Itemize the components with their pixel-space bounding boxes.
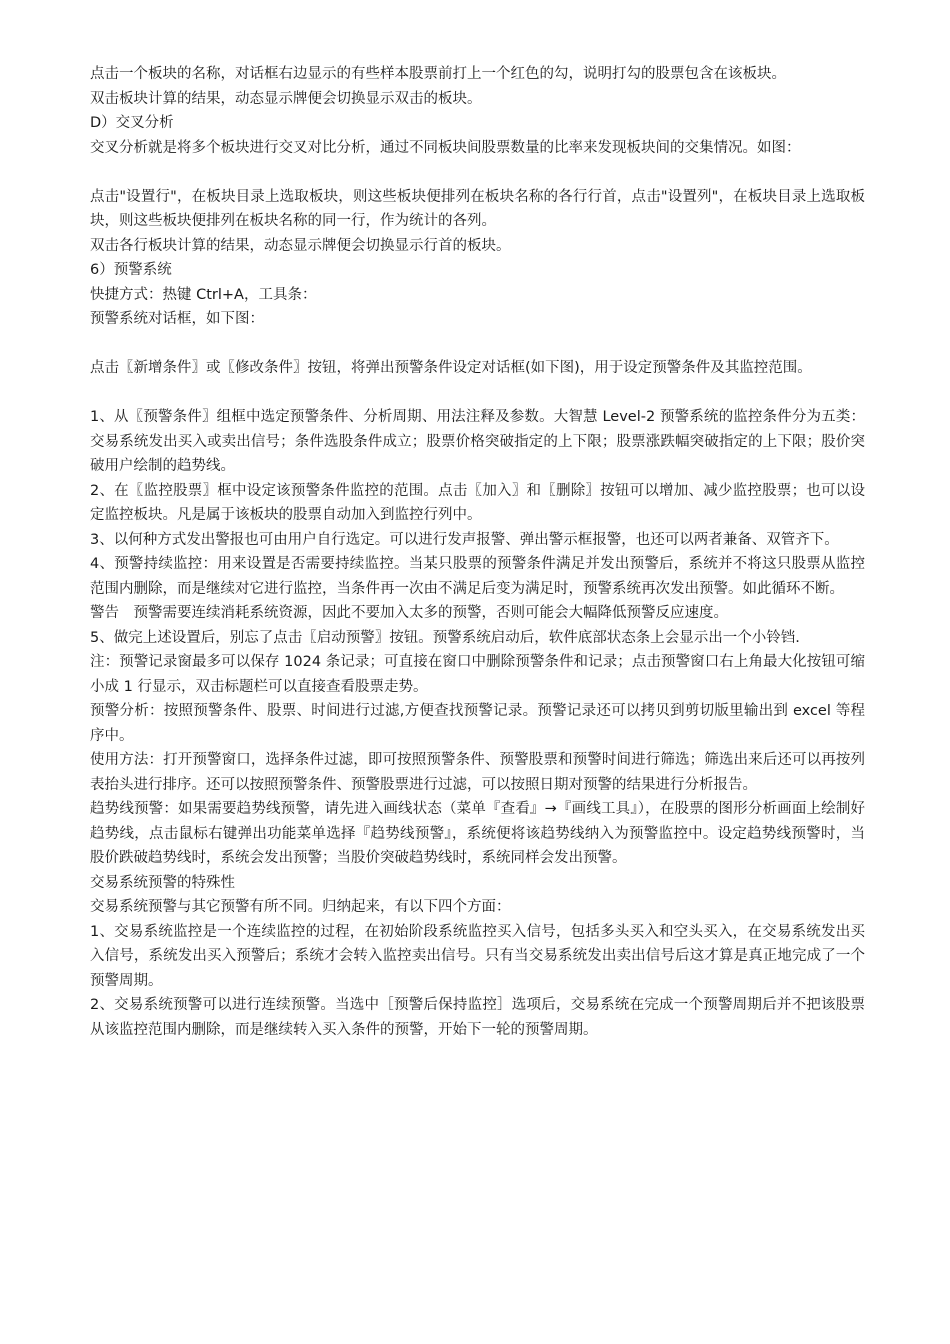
blank-line: [90, 332, 865, 357]
paragraph: 3、以何种方式发出警报也可由用户自行选定。可以进行发声报警、弹出警示框报警，也还可以两者兼备、双管齐下。: [90, 531, 839, 548]
paragraph: 快捷方式：热键 Ctrl+A，工具条：: [90, 286, 317, 303]
paragraph: 使用方法：打开预警窗口，选择条件过滤，即可按照预警条件、预警股票和预警时间进行筛选；筛选出来后还可以再按列表抬头进行排序。还可以按照预警条件、预警股票进行过滤，可以按照日期对预警的结果进行分析报告。: [90, 752, 865, 793]
paragraph: 4、预警持续监控：用来设置是否需要持续监控。当某只股票的预警条件满足并发出预警后，系统并不将这只股票从监控范围内删除，而是继续对它进行监控，当条件再一次由不满足后变为满足时，预警系统再次发出预警。如此循环不断。: [90, 556, 865, 597]
document-body: [90, 62, 865, 1042]
paragraph: 双击各行板块计算的结果，动态显示牌便会切换显示行首的板块。: [90, 237, 511, 254]
paragraph: 2、在〖监控股票〗框中设定该预警条件监控的范围。点击〖加入〗和〖删除〗按钮可以增加、减少监控股票；也可以设定监控板块。凡是属于该板块的股票自动加入到监控行列中。: [90, 482, 865, 523]
paragraph: 点击一个板块的名称，对话框右边显示的有些样本股票前打上一个红色的勾，说明打勾的股票包含在该板块。: [90, 66, 786, 82]
paragraph: 1、从〖预警条件〗组框中选定预警条件、分析周期、用法注释及参数。大智慧 Level-2 预警系统的监控条件分为五类：交易系统发出买入或卖出信号；条件选股条件成立；股票价格突破指定的上下限；股票涨跌幅突破指定的上下限；股价突破用户绘制的趋势线。: [90, 409, 865, 474]
blank-line: [90, 381, 865, 406]
paragraph: 双击板块计算的结果，动态显示牌便会切换显示双击的板块。: [90, 90, 482, 107]
blank-line: [90, 160, 865, 185]
paragraph: 1、交易系统监控是一个连续监控的过程，在初始阶段系统监控买入信号，包括多头买入和空头买入，在交易系统发出买入信号，系统发出买入预警后；系统才会转入监控卖出信号。只有当交易系统发出卖出信号后这才算是真正地完成了一个预警周期。: [90, 923, 865, 989]
paragraph: 交叉分析就是将多个板块进行交叉对比分析，通过不同板块间股票数量的比率来发现板块间的交集情况。如图：: [90, 139, 801, 156]
paragraph: 注：预警记录窗最多可以保存 1024 条记录；可直接在窗口中删除预警条件和记录；点击预警窗口右上角最大化按钮可缩小成 1 行显示，双击标题栏可以直接查看股票走势。: [90, 654, 865, 695]
paragraph: 点击〖新增条件〗或〖修改条件〗按钮，将弹出预警条件设定对话框(如下图)，用于设定预警条件及其监控范围。: [90, 360, 812, 376]
paragraph: 2、交易系统预警可以进行连续预警。当选中［预警后保持监控］选项后，交易系统在完成一个预警周期后并不把该股票从该监控范围内删除，而是继续转入买入条件的预警，开始下一轮的预警周期。: [90, 997, 865, 1038]
paragraph: 预警系统对话框，如下图：: [90, 311, 264, 327]
section-heading: 6）预警系统: [90, 262, 172, 278]
section-heading: D）交叉分析: [90, 115, 174, 131]
paragraph: 趋势线预警：如果需要趋势线预警，请先进入画线状态（菜单『查看』→『画线工具』），在股票的图形分析画面上绘制好趋势线，点击鼠标右键弹出功能菜单选择『趋势线预警』，系统便将该趋势线纳入为预警监控中。设定趋势线预警时，当股价跌破趋势线时，系统会发出预警；当股价突破趋势线时，系统同样会发出预警。: [90, 801, 865, 866]
paragraph: 警告 预警需要连续消耗系统资源，因此不要加入太多的预警，否则可能会大幅降低预警反应速度。: [90, 605, 728, 621]
paragraph: 5、做完上述设置后，别忘了点击〖启动预警〗按钮。预警系统启动后，软件底部状态条上会显示出一个小铃铛.: [90, 629, 800, 646]
section-heading: 交易系统预警的特殊性: [90, 874, 235, 891]
paragraph: 点击"设置行"，在板块目录上选取板块，则这些板块便排列在板块名称的各行行首，点击"设置列"，在板块目录上选取板块，则这些板块便排列在板块名称的同一行，作为统计的各列。: [90, 188, 865, 229]
paragraph: 预警分析：按照预警条件、股票、时间进行过滤,方便查找预警记录。预警记录还可以拷贝到剪切版里输出到 excel 等程序中。: [90, 703, 865, 744]
paragraph: 交易系统预警与其它预警有所不同。归纳起来，有以下四个方面：: [90, 899, 511, 915]
